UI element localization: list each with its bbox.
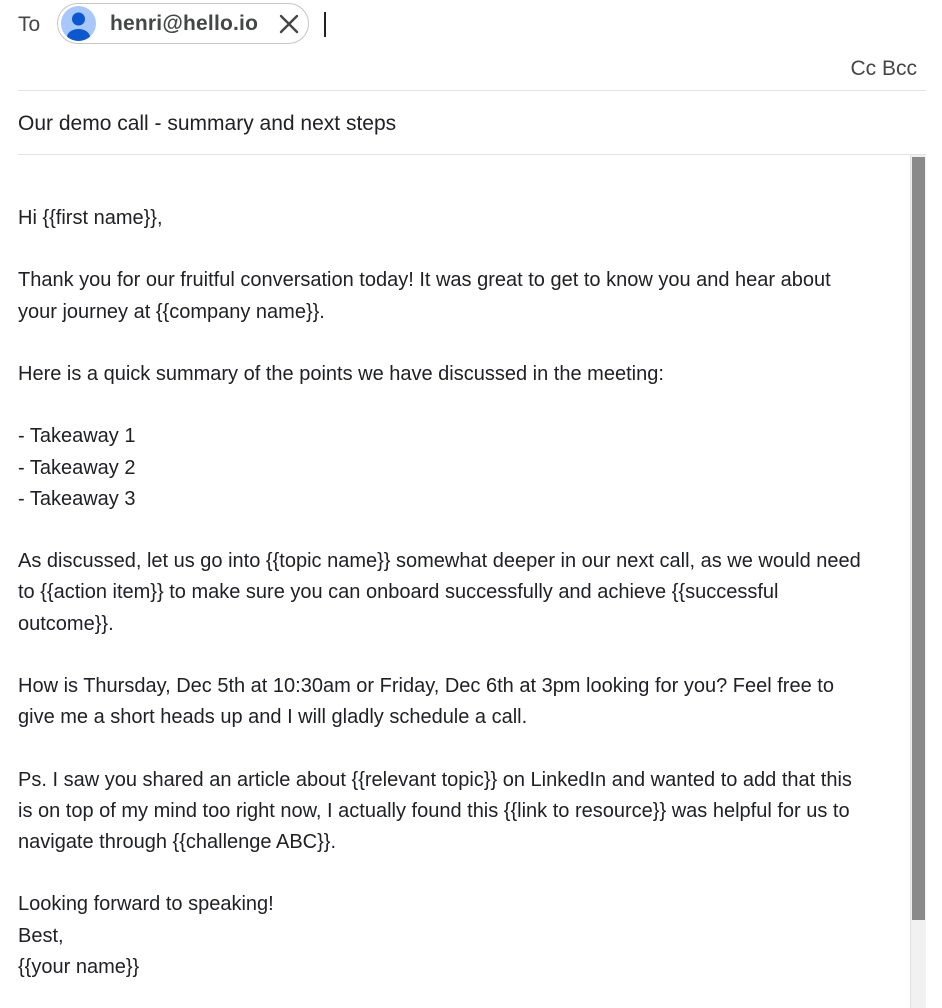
closing: Looking forward to speaking! Best, {{your name}}	[18, 893, 274, 978]
text-cursor	[324, 12, 326, 37]
message-body[interactable]	[18, 203, 903, 983]
paragraph: Thank you for our fruitful conversation today! It was great to get to know you and hear about your journey at {{company name}}.	[18, 269, 831, 323]
cc-bcc-links	[850, 56, 917, 82]
takeaway-list	[18, 421, 903, 515]
paragraph: How is Thursday, Dec 5th at 10:30am or Friday, Dec 6th at 3pm looking for you? Feel free to give me a short heads up and I will gladly schedule a call.	[18, 674, 834, 729]
to-label: To	[18, 13, 41, 36]
to-row	[0, 0, 942, 50]
list-item: - Takeaway 1	[18, 425, 136, 448]
divider	[18, 154, 926, 155]
recipient-email: henri@hello.io	[110, 12, 259, 35]
paragraph: Ps. I saw you shared an article about {{relevant topic}} on LinkedIn and wanted to add that this is on top of my mind too right now, I actually found this {{link to resource}} was helpful for us to navigate through {{challenge ABC}}.	[18, 768, 852, 853]
scrollbar-thumb[interactable]	[912, 157, 925, 920]
recipient-chip[interactable]	[57, 3, 309, 44]
subject-field[interactable]: Our demo call - summary and next steps	[18, 112, 397, 135]
paragraph: Here is a quick summary of the points we have discussed in the meeting:	[18, 362, 664, 385]
person-avatar-icon	[61, 6, 96, 41]
paragraph: As discussed, let us go into {{topic name}} somewhat deeper in our next call, as we would need to {{action item}} to make sure you can onboard successfully and achieve {{successful outcome}}.	[18, 550, 861, 635]
divider	[18, 90, 926, 91]
greeting: Hi {{first name}},	[18, 207, 163, 229]
bcc-link[interactable]: Bcc	[881, 57, 917, 80]
list-item: - Takeaway 2	[18, 456, 136, 479]
close-icon[interactable]	[278, 13, 300, 35]
list-item: - Takeaway 3	[18, 487, 136, 510]
cc-link[interactable]: Cc	[850, 57, 877, 80]
